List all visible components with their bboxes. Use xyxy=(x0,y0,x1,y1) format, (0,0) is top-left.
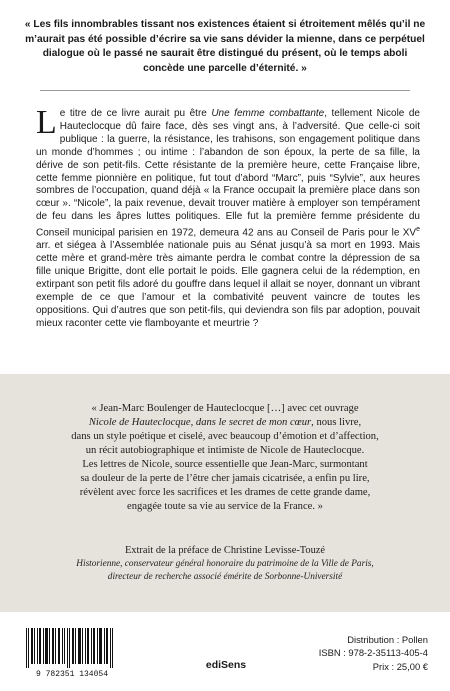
quote-line: « Jean-Marc Boulenger de Hauteclocque […] avec cet ouvrage xyxy=(91,403,359,414)
quote-line: engagée toute sa vie au service de la France. » xyxy=(127,501,323,512)
synopsis xyxy=(36,104,420,331)
divider-top xyxy=(40,90,410,91)
barcode-digits: 9 782351 134054 xyxy=(35,670,109,678)
price-text: Prix : 25,00 € xyxy=(372,660,428,672)
quote-line: dans un style poétique et ciselé, avec beaucoup d’émotion et d’affection, xyxy=(71,431,379,442)
book-metadata xyxy=(319,633,428,673)
quote-line: un récit autobiographique et intimiste de Nicole de Hauteclocque. xyxy=(85,445,365,456)
credit-author: Extrait de la préface de Christine Levisse-Touzé xyxy=(124,545,326,556)
synopsis-superscript: e xyxy=(416,226,420,234)
isbn-barcode xyxy=(18,626,126,678)
book-title-italic: Nicole de Hauteclocque, dans le secret de mon cœur xyxy=(88,417,312,428)
isbn-text: ISBN : 978-2-35113-405-4 xyxy=(318,647,428,659)
synopsis-part-3: arr. et siégea à l’Assemblée nationale puis au Sénat jusqu’à sa mort en 1993. Mais cette mère et grand-mère très aimante perdra le combat contre la dépression de sa fille unique Brigitte, dont elle portait le poids. Elle gagnera celui de la rédemption, en extirpant son petit fils adoré du gouffre dans lequel il allait se noyer, donnant un vibrant exemple de ce que l’amour et la combativité peuvent vaincre de toutes les oppositions. Qui d’autres que son petit-fils, qui deviendra son fils par adoption, pouvait mieux raconter cette vie flamboyante et meurtrie ? xyxy=(36,240,420,329)
drop-cap: L xyxy=(36,104,57,141)
preface-credits xyxy=(36,544,414,584)
quote-line-rest: , nous livre, xyxy=(311,417,362,428)
synopsis-part-1: e titre de ce livre aurait pu être xyxy=(59,108,212,119)
quote-line xyxy=(36,416,414,430)
preface-quote xyxy=(36,402,414,514)
quote-line: Les lettres de Nicole, source essentielle que Jean-Marc, surmontant xyxy=(82,459,368,470)
quote-line: sa douleur de la perte de l’être cher jamais cicatrisée, a enfin pu lire, xyxy=(80,473,370,484)
credit-title-2: directeur de recherche associé émérite de Sorbonne-Université xyxy=(107,572,343,582)
back-cover-epigraph: « Les fils innombrables tissant nos existences étaient si étroitement mêlés qu’il ne m’aurait pas été possible d’écrire sa vie sans dévider la mienne, dans ce perpétuel dialogue où le passé ne saurait être distingué du présent, où le temps aboli concède une parcelle d’éternité. » xyxy=(24,19,426,74)
distribution-text: Distribution : Pollen xyxy=(347,634,428,645)
credit-title-1: Historienne, conservateur général honoraire du patrimoine de la Ville de Paris, xyxy=(76,559,374,569)
synopsis-italic-title: Une femme combattante xyxy=(211,108,325,119)
quote-line: révèlent avec force les sacrifices et les drames de cette grande dame, xyxy=(79,487,371,498)
publisher-logo: ediSens xyxy=(205,659,247,671)
synopsis-part-2: , tellement Nicole de Hauteclocque dû faire face, dès ses vingt ans, à l’adversité. Que celle-ci soit publique : la guerre, la résistance, les trahisons, son engagement politique dans un monde d’hommes ; ou intime : l’abandon de son époux, la perte de sa fille, la dérive de son petit-fils. Cette résistante de la première heure, cette Française libre, cette femme pionnière en politique, fut tout d’abord “Marc”, puis “Sylvie”, aux heures sombres de l’occupation, quand déjà « la France occupait la première place dans son cœur ». “Nicole”, la paix revenue, devait trouver matière à employer son tempérament de feu dans les âpres luttes politiques. Elle fut la première femme présidente du Conseil municipal parisien en 1972, demeura 42 ans au Conseil de Paris pour le XV xyxy=(36,108,420,239)
